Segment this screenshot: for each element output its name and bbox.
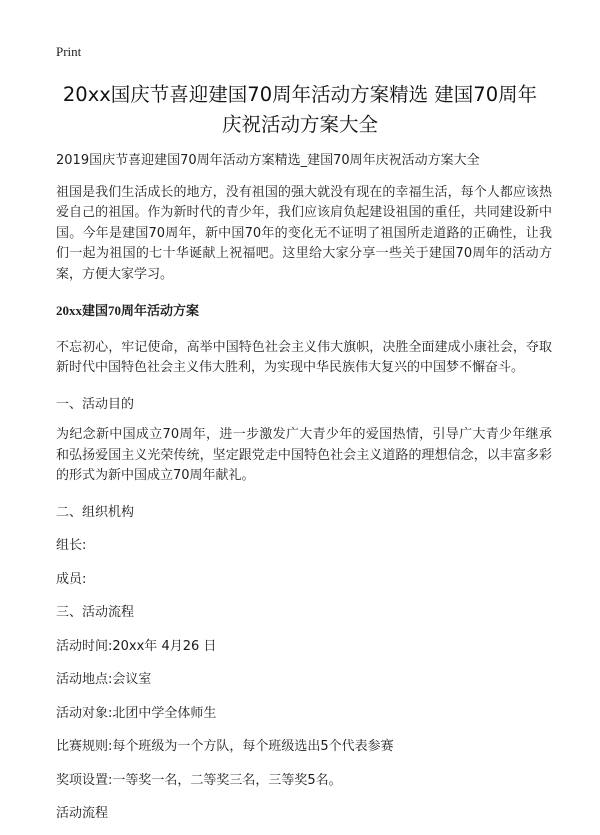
- rules-line: 比赛规则:每个班级为一个方队，每个班级选出5个代表参赛: [56, 739, 394, 754]
- place-line: 活动地点:会议室: [56, 672, 152, 687]
- title-line-1: 20xx国庆节喜迎建国70周年活动方案精选 建国70周年: [62, 83, 538, 106]
- intro-paragraph: 祖国是我们生活成长的地方，没有祖国的强大就没有现在的幸福生活，每个人都应该热爱自己的祖国。作为新时代的青少年，我们应该肩负起建设祖国的重任，共同建设新中国。今年是建国70周年，新中国70年的变化无不证明了祖国所走道路的正确性，让我们一起为祖国的七十华诞献上祝福吧。这里给大家分享一些关于建国70周年的活动方案，方便大家学习。: [56, 184, 552, 282]
- document-title: [40, 80, 560, 140]
- document-body: [56, 151, 552, 835]
- title-line-2: 庆祝活动方案大全: [221, 113, 378, 136]
- section-heading: 20xx建国70周年活动方案: [56, 303, 200, 318]
- leader-line: 组长:: [56, 538, 87, 553]
- print-label[interactable]: Print: [56, 44, 82, 59]
- org-heading: 二、组织机构: [56, 504, 135, 520]
- members-line: 成员:: [56, 571, 87, 587]
- target-line: 活动对象:北团中学全体师生: [56, 705, 217, 721]
- purpose-heading: 一、活动目的: [56, 396, 135, 412]
- subtitle: 2019国庆节喜迎建国70周年活动方案精选_建国70周年庆祝活动方案大全: [56, 153, 480, 168]
- process-line: 活动流程: [56, 806, 109, 821]
- motto-paragraph: 不忘初心，牢记使命，高举中国特色社会主义伟大旗帜，决胜全面建成小康社会，夺取新时代中国特色社会主义伟大胜利，为实现中华民族伟大复兴的中国梦不懈奋斗。: [56, 339, 552, 375]
- purpose-paragraph: 为纪念新中国成立70周年，进一步激发广大青少年的爱国热情，引导广大青少年继承和弘扬爱国主义光荣传统，坚定跟党走中国特色社会主义道路的理想信念，以丰富多彩的形式为新中国成立70周年献礼。: [56, 427, 552, 483]
- awards-line: 奖项设置:一等奖一名，二等奖三名，三等奖5名。: [56, 772, 342, 788]
- flow-heading: 三、活动流程: [56, 605, 135, 620]
- time-line: 活动时间:20xx年 4月26 日: [56, 638, 217, 654]
